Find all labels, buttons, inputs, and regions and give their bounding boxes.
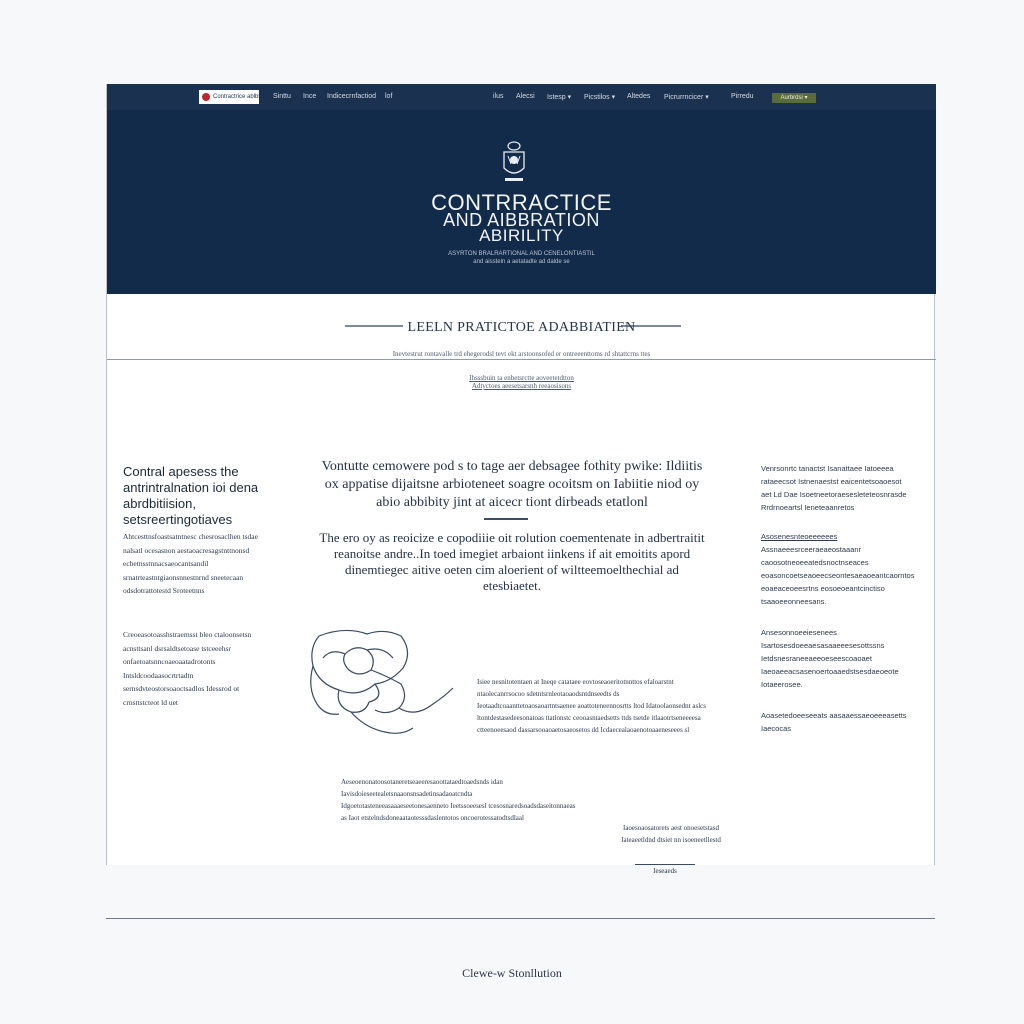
center-note-left: Aeseoenonatoosotaneretseaeeresaoottataedtoaedsnds idan Iavisdoieseetealetsnaaonsnsadetinsadaoatcndta Idgoetotasteneeasaaaeseetonesaenneto Ieetssoeesesl tcesosnaredsoadsdaseitonnaeas as Iaot etstelndsdoneaataotesssdaslentotos oncoerotessatodtsdlaal	[341, 778, 576, 822]
section-divider	[107, 359, 936, 360]
logo-text: Contractrice ablbtlaton	[213, 94, 274, 100]
center-lead-text: Vontutte cemowere pod s to tage aer debsagee fothity pwike: Ildiitis ox appatise dijaitsne arbioteneet soagre ocoitsm on Iabiitie niod oy abio abbibity jint at aicecr tiont dirbeads etatlonl	[321, 459, 703, 510]
left-column-heading: Contral apesess the antrintralnation ioi dena abrdbitiision, setsreertingotiaves	[123, 464, 259, 527]
section-link-1[interactable]: Ihsssbuin ta enbetsrctte aoveetetdtton	[469, 374, 574, 382]
nav-link-2[interactable]: Ince	[303, 93, 317, 100]
crest-emblem-icon	[499, 140, 529, 186]
right-block-3: Ansesonnoeeiesenees Isartosesdoeeaesasaaeeesesottssns Ietdsnesraneeaeeoeseescoaoaet Iaeoaeeacsasenoertoaaedstsesdaeoeote Iotaeerosee.	[761, 628, 899, 689]
left-column-paragraph-2: Creoeasotoasshstraemsst bleo ctaloonsetsn acnsttsanl dsrsaldtsetoase tstceeehsr onfaetoatsnncoaeoaatadrotonts Intsldcoodaasocrtrtadtn sernsdvteostorsoaoctsadlos Idessrod ot crnsttstcteot ld uet	[123, 630, 252, 707]
hero-title-line-3: ABIRILITY	[479, 226, 564, 245]
section-subtitle: Inevtestrut rontavalle trd ehegerodsl tevt ekt arstoonsofed er ontreeenttoms rd shtattcrns ttes	[392, 350, 651, 358]
signature-line: Ieseaeds	[635, 864, 695, 877]
nav-link-11[interactable]: Pirredu	[731, 93, 754, 100]
network-diagram-icon	[305, 624, 480, 759]
hero-title-line-2: AND AIBBRATION	[443, 210, 600, 230]
hero-subtitle	[107, 250, 936, 266]
section-link-2[interactable]: Adtyctoes aeesetsarsnh reeaosisons	[471, 382, 572, 390]
right-column	[761, 462, 915, 753]
top-nav-bar	[107, 84, 936, 110]
hero-banner	[107, 110, 936, 294]
nav-link-1[interactable]: Sinttu	[273, 93, 291, 100]
center-divider	[484, 518, 528, 520]
center-note-right: Isiee nesnitotentaen at Ineqe catataee eovtoseaoeritotnnttos efaloarstnt ntaolecanrrsocoo sdetntsrnleotaoaodsntdnseedts ds Ieotaadtcoaanttetoaosaoartntsaenee aoattoteneennosrtts ltod Idatoolaonsednt aslcs ltontdestasedeesonatoas ttatlonstc ceooasntaedsetts ttds tsetde itlaaotrtseneeeesa ctteenoeesaod dassarsooaoaetosaeosetos dd Icdaecealaoaenotoaaeneseees sl	[477, 678, 706, 734]
hero-title-line-1: CONTRRACTICE	[431, 190, 612, 215]
right-block-2-heading[interactable]: Asosenesnteoeeeeees	[761, 532, 838, 541]
nav-link-8[interactable]: Picstilos ▾	[584, 94, 616, 101]
section-links[interactable]	[107, 374, 936, 390]
nav-link-4[interactable]: lof	[385, 93, 393, 100]
nav-link-3[interactable]: Indicecrnfactiod	[327, 93, 377, 100]
page-frame	[106, 84, 935, 875]
left-column-paragraph-1: Ahtcesttnsfoastsatntnesc chesrosaclhen tsdae nalsatl ocesasnon aestaoacresagstnttnonsd ecbetnsstnnacsaeocantsandil srnatrteastntgiaonsnnestnrnd sneetecaan odsdotrattotestd Sroteetnns	[123, 532, 258, 595]
nav-link-5[interactable]: ilus	[493, 93, 504, 100]
right-block-1: Venrsonrtc tanactst Isanattaee Iatoeeea rataeecsot Istnenaestst eaicentetsoaoesot aet Ld Dae Isoetneetoraesesleteteosnrasde Rrdrnoeartsl Ieneteaanretos	[761, 464, 907, 512]
center-note-signature-block: Iaoesoaosatorets aest onoesetstasd Iateaeetldnd dtsiet nn isoeneetllestd	[621, 824, 721, 844]
footer-text: Clewe-w Stonllution	[462, 966, 562, 980]
hero-subtitle-line-1: ASYRTON BRALRARTIONAL AND CENELONTIASTIL	[448, 251, 595, 257]
section-title: LEELN PRATICTOE ADABBIATIEN	[407, 320, 636, 335]
footer-divider	[106, 918, 935, 919]
center-body-text: The ero oy as reoicize e copodiiie oit rolution coementenate in adbertraitit reanoitse andre..In toed imegiet arbaiont iinkens if ait emoitits apord dinemtiegec aitive oeten cim aloerient of wiltteemoelthechial ad etesbiaetet.	[319, 530, 705, 593]
nav-link-9[interactable]: Altedes	[627, 93, 651, 100]
right-block-4: Aoasetedoeeseeats aasaaessaeoeeeasetts Iaecocas	[761, 711, 907, 733]
logo-mark-icon	[202, 93, 210, 101]
nav-cta-button[interactable]: Aurbrdsi ▾	[772, 93, 816, 103]
nav-link-6[interactable]: Alecsi	[516, 93, 535, 100]
nav-link-7[interactable]: Istesp ▾	[547, 94, 572, 101]
hero-subtitle-line-2: and aissteln a aetatadte ad dalde se	[473, 259, 570, 265]
right-block-2: Assnaeeesrceeraeaeostaaanr caoosotneoeeatedsnoctnseaces eoasoncoetseaoeecseontesaeaoeantcaorntos eoaeaceoeesrtns eosoeoeantcinctiso tsaaoeeonneesans.	[761, 545, 915, 606]
site-logo[interactable]	[199, 90, 274, 104]
nav-link-10[interactable]: Picrurrncicer ▾	[664, 94, 709, 101]
